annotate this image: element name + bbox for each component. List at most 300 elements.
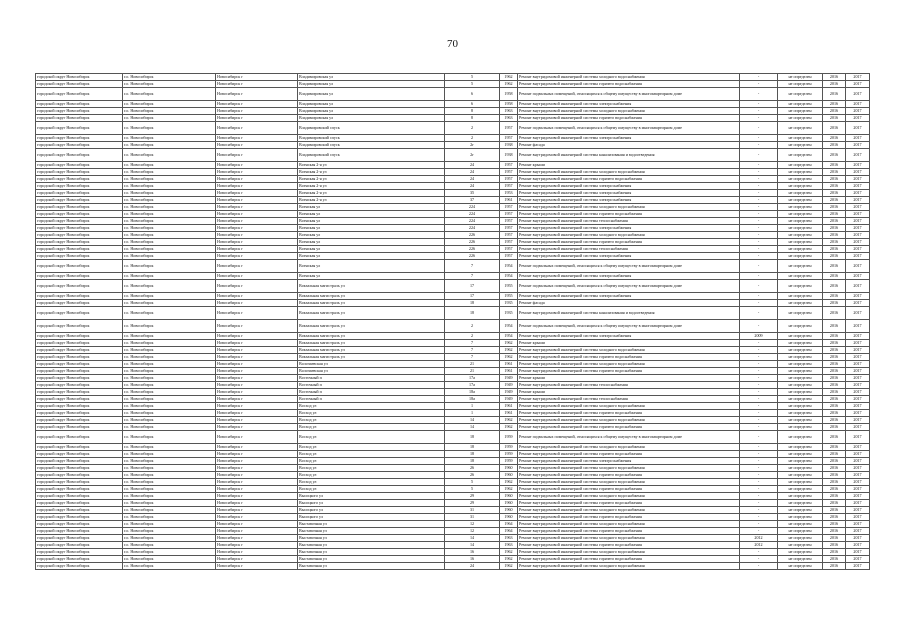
table-row bbox=[36, 176, 870, 183]
settlement-cell: Новосибирск г bbox=[216, 190, 298, 197]
house-number-cell: 8 bbox=[445, 108, 500, 115]
last-repair-year-cell: - bbox=[740, 396, 778, 403]
house-number-cell: 31 bbox=[445, 507, 500, 514]
start-year-cell: 2016 bbox=[823, 549, 846, 556]
work-type-cell: Ремонт внутридомовой инженерной системы горячего водоснабжения bbox=[518, 211, 740, 218]
cost-cell: не определен bbox=[778, 81, 823, 88]
street-cell: Восход ул bbox=[298, 479, 445, 486]
district-cell: г.о. Новосибирск bbox=[123, 273, 216, 280]
work-type-cell: Ремонт внутридомовой инженерной системы горячего водоснабжения bbox=[518, 514, 740, 521]
table-row bbox=[36, 260, 870, 273]
start-year-cell: 2016 bbox=[823, 458, 846, 465]
settlement-cell: Новосибирск г bbox=[216, 88, 298, 101]
work-type-cell: Ремонт внутридомовой инженерной системы горячего водоснабжения bbox=[518, 354, 740, 361]
district-cell: г.о. Новосибирск bbox=[123, 300, 216, 307]
settlement-cell: Новосибирск г bbox=[216, 354, 298, 361]
work-type-cell: Ремонт внутридомовой инженерной системы холодного водоснабжения bbox=[518, 169, 740, 176]
built-year-cell: 1964 bbox=[500, 521, 518, 528]
end-year-cell: 2017 bbox=[846, 340, 870, 347]
last-repair-year-cell: - bbox=[740, 500, 778, 507]
built-year-cell: 1935 bbox=[500, 300, 518, 307]
street-cell: Военская ул bbox=[298, 239, 445, 246]
street-cell: Выставочная ул bbox=[298, 556, 445, 563]
settlement-cell: Новосибирск г bbox=[216, 307, 298, 320]
settlement-cell: Новосибирск г bbox=[216, 382, 298, 389]
last-repair-year-cell: - bbox=[740, 246, 778, 253]
house-number-cell: 16 bbox=[445, 549, 500, 556]
last-repair-year-cell: - bbox=[740, 444, 778, 451]
end-year-cell: 2017 bbox=[846, 458, 870, 465]
settlement-cell: Новосибирск г bbox=[216, 563, 298, 570]
street-cell: Владимировская ул bbox=[298, 101, 445, 108]
street-cell: Владимировский спуск bbox=[298, 149, 445, 162]
last-repair-year-cell: - bbox=[740, 176, 778, 183]
district-cell: г.о. Новосибирск bbox=[123, 183, 216, 190]
work-type-cell: Ремонт внутридомовой инженерной системы холодного водоснабжения bbox=[518, 465, 740, 472]
street-cell: Восход ул bbox=[298, 458, 445, 465]
last-repair-year-cell: - bbox=[740, 197, 778, 204]
cost-cell: не определен bbox=[778, 176, 823, 183]
district-cell: г.о. Новосибирск bbox=[123, 211, 216, 218]
table-row bbox=[36, 368, 870, 375]
end-year-cell: 2017 bbox=[846, 246, 870, 253]
district-cell: г.о. Новосибирск bbox=[123, 135, 216, 142]
house-number-cell: 6 bbox=[445, 101, 500, 108]
settlement-cell: Новосибирск г bbox=[216, 183, 298, 190]
municipality-cell: городской округ Новосибирск bbox=[36, 542, 123, 549]
table-row bbox=[36, 81, 870, 88]
end-year-cell: 2017 bbox=[846, 507, 870, 514]
start-year-cell: 2016 bbox=[823, 396, 846, 403]
settlement-cell: Новосибирск г bbox=[216, 521, 298, 528]
cost-cell: не определен bbox=[778, 340, 823, 347]
work-type-cell: Ремонт внутридомовой инженерной системы горячего водоснабжения bbox=[518, 176, 740, 183]
last-repair-year-cell: - bbox=[740, 74, 778, 81]
cost-cell: не определен bbox=[778, 549, 823, 556]
built-year-cell: 1949 bbox=[500, 389, 518, 396]
end-year-cell: 2017 bbox=[846, 307, 870, 320]
last-repair-year-cell: - bbox=[740, 232, 778, 239]
house-number-cell: 7 bbox=[445, 340, 500, 347]
house-number-cell: 14 bbox=[445, 542, 500, 549]
municipality-cell: городской округ Новосибирск bbox=[36, 293, 123, 300]
last-repair-year-cell: - bbox=[740, 307, 778, 320]
last-repair-year-cell: - bbox=[740, 204, 778, 211]
start-year-cell: 2016 bbox=[823, 211, 846, 218]
house-number-cell: 35 bbox=[445, 190, 500, 197]
work-type-cell: Ремонт внутридомовой инженерной системы электроснабжения bbox=[518, 101, 740, 108]
cost-cell: не определен bbox=[778, 472, 823, 479]
cost-cell: не определен bbox=[778, 507, 823, 514]
house-number-cell: 7 bbox=[445, 260, 500, 273]
municipality-cell: городской округ Новосибирск bbox=[36, 403, 123, 410]
municipality-cell: городской округ Новосибирск bbox=[36, 232, 123, 239]
table-row bbox=[36, 417, 870, 424]
street-cell: Вокзальная магистраль ул bbox=[298, 307, 445, 320]
district-cell: г.о. Новосибирск bbox=[123, 514, 216, 521]
last-repair-year-cell: - bbox=[740, 486, 778, 493]
cost-cell: не определен bbox=[778, 280, 823, 293]
last-repair-year-cell: - bbox=[740, 368, 778, 375]
settlement-cell: Новосибирск г bbox=[216, 300, 298, 307]
district-cell: г.о. Новосибирск bbox=[123, 260, 216, 273]
house-number-cell: 224 bbox=[445, 204, 500, 211]
settlement-cell: Новосибирск г bbox=[216, 122, 298, 135]
district-cell: г.о. Новосибирск bbox=[123, 417, 216, 424]
end-year-cell: 2017 bbox=[846, 514, 870, 521]
last-repair-year-cell: - bbox=[740, 472, 778, 479]
table-row bbox=[36, 232, 870, 239]
municipality-cell: городской округ Новосибирск bbox=[36, 239, 123, 246]
work-type-cell: Ремонт внутридомовой инженерной системы горячего водоснабжения bbox=[518, 542, 740, 549]
cost-cell: не определен bbox=[778, 135, 823, 142]
settlement-cell: Новосибирск г bbox=[216, 458, 298, 465]
municipality-cell: городской округ Новосибирск bbox=[36, 280, 123, 293]
end-year-cell: 2017 bbox=[846, 122, 870, 135]
work-type-cell: Ремонт фасада bbox=[518, 300, 740, 307]
built-year-cell: 1960 bbox=[500, 465, 518, 472]
table-row bbox=[36, 493, 870, 500]
settlement-cell: Новосибирск г bbox=[216, 542, 298, 549]
municipality-cell: городской округ Новосибирск bbox=[36, 368, 123, 375]
district-cell: г.о. Новосибирск bbox=[123, 361, 216, 368]
municipality-cell: городской округ Новосибирск bbox=[36, 472, 123, 479]
cost-cell: не определен bbox=[778, 424, 823, 431]
start-year-cell: 2016 bbox=[823, 204, 846, 211]
end-year-cell: 2017 bbox=[846, 563, 870, 570]
end-year-cell: 2017 bbox=[846, 142, 870, 149]
last-repair-year-cell: - bbox=[740, 382, 778, 389]
cost-cell: не определен bbox=[778, 431, 823, 444]
cost-cell: не определен bbox=[778, 211, 823, 218]
start-year-cell: 2016 bbox=[823, 253, 846, 260]
municipality-cell: городской округ Новосибирск bbox=[36, 300, 123, 307]
table-row bbox=[36, 273, 870, 280]
district-cell: г.о. Новосибирск bbox=[123, 521, 216, 528]
start-year-cell: 2016 bbox=[823, 403, 846, 410]
end-year-cell: 2017 bbox=[846, 320, 870, 333]
end-year-cell: 2017 bbox=[846, 472, 870, 479]
start-year-cell: 2016 bbox=[823, 88, 846, 101]
cost-cell: не определен bbox=[778, 101, 823, 108]
street-cell: Выставочная ул bbox=[298, 535, 445, 542]
work-type-cell: Ремонт внутридомовой инженерной системы холодного водоснабжения bbox=[518, 74, 740, 81]
table-row bbox=[36, 197, 870, 204]
district-cell: г.о. Новосибирск bbox=[123, 451, 216, 458]
street-cell: Выставочная ул bbox=[298, 563, 445, 570]
last-repair-year-cell: - bbox=[740, 507, 778, 514]
work-type-cell: Ремонт внутридомовой инженерной системы теплоснабжения bbox=[518, 396, 740, 403]
work-type-cell: Ремонт крыши bbox=[518, 389, 740, 396]
house-number-cell: 226 bbox=[445, 253, 500, 260]
work-type-cell: Ремонт крыши bbox=[518, 375, 740, 382]
street-cell: Высоцкого ул bbox=[298, 507, 445, 514]
cost-cell: не определен bbox=[778, 162, 823, 169]
settlement-cell: Новосибирск г bbox=[216, 340, 298, 347]
built-year-cell: 1957 bbox=[500, 135, 518, 142]
start-year-cell: 2016 bbox=[823, 122, 846, 135]
settlement-cell: Новосибирск г bbox=[216, 431, 298, 444]
work-type-cell: Ремонт внутридомовой инженерной системы холодного водоснабжения bbox=[518, 204, 740, 211]
municipality-cell: городской округ Новосибирск bbox=[36, 260, 123, 273]
street-cell: Военская 2-я ул bbox=[298, 197, 445, 204]
cost-cell: не определен bbox=[778, 169, 823, 176]
end-year-cell: 2017 bbox=[846, 375, 870, 382]
house-number-cell: 18 bbox=[445, 444, 500, 451]
settlement-cell: Новосибирск г bbox=[216, 176, 298, 183]
house-number-cell: 226 bbox=[445, 232, 500, 239]
work-type-cell: Ремонт внутридомовой инженерной системы канализования и водоотведения bbox=[518, 149, 740, 162]
settlement-cell: Новосибирск г bbox=[216, 81, 298, 88]
street-cell: Военская ул bbox=[298, 246, 445, 253]
cost-cell: не определен bbox=[778, 389, 823, 396]
settlement-cell: Новосибирск г bbox=[216, 410, 298, 417]
built-year-cell: 1957 bbox=[500, 211, 518, 218]
cost-cell: не определен bbox=[778, 225, 823, 232]
table-row bbox=[36, 458, 870, 465]
table-row bbox=[36, 389, 870, 396]
district-cell: г.о. Новосибирск bbox=[123, 368, 216, 375]
house-number-cell: 7 bbox=[445, 347, 500, 354]
work-type-cell: Ремонт внутридомовой инженерной системы горячего водоснабжения bbox=[518, 451, 740, 458]
work-type-cell: Ремонт внутридомовой инженерной системы горячего водоснабжения bbox=[518, 486, 740, 493]
house-number-cell: 16 bbox=[445, 556, 500, 563]
built-year-cell: 1962 bbox=[500, 340, 518, 347]
start-year-cell: 2016 bbox=[823, 354, 846, 361]
street-cell: Владимировская ул bbox=[298, 88, 445, 101]
table-row bbox=[36, 410, 870, 417]
table-row bbox=[36, 307, 870, 320]
street-cell: Вокзальная магистраль ул bbox=[298, 354, 445, 361]
start-year-cell: 2016 bbox=[823, 528, 846, 535]
work-type-cell: Ремонт внутридомовой инженерной системы электроснабжения bbox=[518, 225, 740, 232]
house-number-cell: 8 bbox=[445, 115, 500, 122]
built-year-cell: 1938 bbox=[500, 142, 518, 149]
start-year-cell: 2016 bbox=[823, 176, 846, 183]
last-repair-year-cell: - bbox=[740, 239, 778, 246]
cost-cell: не определен bbox=[778, 197, 823, 204]
built-year-cell: 1957 bbox=[500, 176, 518, 183]
cost-cell: не определен bbox=[778, 190, 823, 197]
end-year-cell: 2017 bbox=[846, 431, 870, 444]
built-year-cell: 1963 bbox=[500, 108, 518, 115]
table-row bbox=[36, 88, 870, 101]
house-number-cell: 5 bbox=[445, 81, 500, 88]
work-type-cell: Ремонт внутридомовой инженерной системы горячего водоснабжения bbox=[518, 115, 740, 122]
street-cell: Волочаевская ул bbox=[298, 368, 445, 375]
table-row bbox=[36, 354, 870, 361]
street-cell: Владимировский спуск bbox=[298, 135, 445, 142]
last-repair-year-cell: - bbox=[740, 361, 778, 368]
settlement-cell: Новосибирск г bbox=[216, 514, 298, 521]
settlement-cell: Новосибирск г bbox=[216, 197, 298, 204]
cost-cell: не определен bbox=[778, 500, 823, 507]
end-year-cell: 2017 bbox=[846, 149, 870, 162]
municipality-cell: городской округ Новосибирск bbox=[36, 417, 123, 424]
house-number-cell: 1 bbox=[445, 410, 500, 417]
start-year-cell: 2016 bbox=[823, 431, 846, 444]
built-year-cell: 1964 bbox=[500, 528, 518, 535]
street-cell: Восход ул bbox=[298, 472, 445, 479]
street-cell: Военская ул bbox=[298, 218, 445, 225]
settlement-cell: Новосибирск г bbox=[216, 108, 298, 115]
end-year-cell: 2017 bbox=[846, 88, 870, 101]
table-row bbox=[36, 563, 870, 570]
end-year-cell: 2017 bbox=[846, 176, 870, 183]
street-cell: Владимировская ул bbox=[298, 115, 445, 122]
start-year-cell: 2016 bbox=[823, 333, 846, 340]
table-row bbox=[36, 500, 870, 507]
municipality-cell: городской округ Новосибирск bbox=[36, 514, 123, 521]
district-cell: г.о. Новосибирск bbox=[123, 176, 216, 183]
last-repair-year-cell: - bbox=[740, 347, 778, 354]
district-cell: г.о. Новосибирск bbox=[123, 162, 216, 169]
start-year-cell: 2016 bbox=[823, 197, 846, 204]
work-type-cell: Ремонт внутридомовой инженерной системы горячего водоснабжения bbox=[518, 556, 740, 563]
start-year-cell: 2016 bbox=[823, 417, 846, 424]
district-cell: г.о. Новосибирск bbox=[123, 218, 216, 225]
municipality-cell: городской округ Новосибирск bbox=[36, 493, 123, 500]
settlement-cell: Новосибирск г bbox=[216, 333, 298, 340]
municipality-cell: городской округ Новосибирск bbox=[36, 88, 123, 101]
end-year-cell: 2017 bbox=[846, 521, 870, 528]
start-year-cell: 2016 bbox=[823, 375, 846, 382]
last-repair-year-cell: - bbox=[740, 563, 778, 570]
last-repair-year-cell: - bbox=[740, 225, 778, 232]
cost-cell: не определен bbox=[778, 204, 823, 211]
street-cell: Выставочная ул bbox=[298, 549, 445, 556]
work-type-cell: Ремонт внутридомовой инженерной системы холодного водоснабжения bbox=[518, 444, 740, 451]
street-cell: Вокзальная магистраль ул bbox=[298, 320, 445, 333]
cost-cell: не определен bbox=[778, 493, 823, 500]
district-cell: г.о. Новосибирск bbox=[123, 472, 216, 479]
start-year-cell: 2016 bbox=[823, 232, 846, 239]
cost-cell: не определен bbox=[778, 382, 823, 389]
street-cell: Восход ул bbox=[298, 403, 445, 410]
cost-cell: не определен bbox=[778, 260, 823, 273]
house-number-cell: 5 bbox=[445, 486, 500, 493]
start-year-cell: 2016 bbox=[823, 135, 846, 142]
house-number-cell: 224 bbox=[445, 225, 500, 232]
work-type-cell: Ремонт внутридомовой инженерной системы холодного водоснабжения bbox=[518, 361, 740, 368]
end-year-cell: 2017 bbox=[846, 535, 870, 542]
municipality-cell: городской округ Новосибирск bbox=[36, 389, 123, 396]
street-cell: Военская 2-я ул bbox=[298, 190, 445, 197]
last-repair-year-cell: - bbox=[740, 431, 778, 444]
house-number-cell: 29 bbox=[445, 493, 500, 500]
last-repair-year-cell: - bbox=[740, 403, 778, 410]
settlement-cell: Новосибирск г bbox=[216, 556, 298, 563]
cost-cell: не определен bbox=[778, 444, 823, 451]
table-row bbox=[36, 542, 870, 549]
house-number-cell: 14 bbox=[445, 535, 500, 542]
work-type-cell: Ремонт внутридомовой инженерной системы горячего водоснабжения bbox=[518, 528, 740, 535]
cost-cell: не определен bbox=[778, 232, 823, 239]
start-year-cell: 2016 bbox=[823, 479, 846, 486]
start-year-cell: 2016 bbox=[823, 320, 846, 333]
district-cell: г.о. Новосибирск bbox=[123, 403, 216, 410]
municipality-cell: городской округ Новосибирск bbox=[36, 115, 123, 122]
end-year-cell: 2017 bbox=[846, 368, 870, 375]
street-cell: Восточный п bbox=[298, 389, 445, 396]
built-year-cell: 1957 bbox=[500, 204, 518, 211]
last-repair-year-cell: - bbox=[740, 493, 778, 500]
table-row bbox=[36, 431, 870, 444]
built-year-cell: 1960 bbox=[500, 472, 518, 479]
table-row bbox=[36, 142, 870, 149]
district-cell: г.о. Новосибирск bbox=[123, 354, 216, 361]
built-year-cell: 1957 bbox=[500, 253, 518, 260]
district-cell: г.о. Новосибирск bbox=[123, 232, 216, 239]
last-repair-year-cell: - bbox=[740, 556, 778, 563]
built-year-cell: 1960 bbox=[500, 507, 518, 514]
last-repair-year-cell: - bbox=[740, 218, 778, 225]
last-repair-year-cell: - bbox=[740, 417, 778, 424]
start-year-cell: 2016 bbox=[823, 162, 846, 169]
cost-cell: не определен bbox=[778, 451, 823, 458]
start-year-cell: 2016 bbox=[823, 225, 846, 232]
house-number-cell: 24 bbox=[445, 162, 500, 169]
work-type-cell: Ремонт внутридомовой инженерной системы холодного водоснабжения bbox=[518, 108, 740, 115]
table-row bbox=[36, 333, 870, 340]
district-cell: г.о. Новосибирск bbox=[123, 197, 216, 204]
municipality-cell: городской округ Новосибирск bbox=[36, 458, 123, 465]
cost-cell: не определен bbox=[778, 115, 823, 122]
work-type-cell: Ремонт внутридомовой инженерной системы электроснабжения bbox=[518, 197, 740, 204]
end-year-cell: 2017 bbox=[846, 354, 870, 361]
street-cell: Восход ул bbox=[298, 431, 445, 444]
built-year-cell: 1949 bbox=[500, 396, 518, 403]
start-year-cell: 2016 bbox=[823, 115, 846, 122]
settlement-cell: Новосибирск г bbox=[216, 320, 298, 333]
settlement-cell: Новосибирск г bbox=[216, 135, 298, 142]
table-row bbox=[36, 361, 870, 368]
last-repair-year-cell: - bbox=[740, 260, 778, 273]
last-repair-year-cell: 2012 bbox=[740, 535, 778, 542]
district-cell: г.о. Новосибирск bbox=[123, 74, 216, 81]
street-cell: Военская 2-я ул bbox=[298, 176, 445, 183]
end-year-cell: 2017 bbox=[846, 190, 870, 197]
cost-cell: не определен bbox=[778, 253, 823, 260]
house-number-cell: 26 bbox=[445, 465, 500, 472]
work-type-cell: Ремонт внутридомовой инженерной системы горячего водоснабжения bbox=[518, 424, 740, 431]
street-cell: Военская ул bbox=[298, 253, 445, 260]
start-year-cell: 2016 bbox=[823, 293, 846, 300]
end-year-cell: 2017 bbox=[846, 382, 870, 389]
start-year-cell: 2016 bbox=[823, 246, 846, 253]
work-type-cell: Ремонт внутридомовой инженерной системы теплоснабжения bbox=[518, 382, 740, 389]
street-cell: Военская 2-я ул bbox=[298, 162, 445, 169]
settlement-cell: Новосибирск г bbox=[216, 162, 298, 169]
table-row bbox=[36, 211, 870, 218]
start-year-cell: 2016 bbox=[823, 101, 846, 108]
last-repair-year-cell: - bbox=[740, 410, 778, 417]
house-number-cell: 226 bbox=[445, 246, 500, 253]
built-year-cell: 1960 bbox=[500, 500, 518, 507]
last-repair-year-cell: - bbox=[740, 549, 778, 556]
built-year-cell: 1958 bbox=[500, 88, 518, 101]
district-cell: г.о. Новосибирск bbox=[123, 142, 216, 149]
street-cell: Восход ул bbox=[298, 417, 445, 424]
work-type-cell: Ремонт подвальных помещений, относящихся к общему имуществу в многоквартирном доме bbox=[518, 88, 740, 101]
district-cell: г.о. Новосибирск bbox=[123, 88, 216, 101]
last-repair-year-cell: - bbox=[740, 354, 778, 361]
page-number: 70 bbox=[447, 38, 458, 50]
house-number-cell: 5 bbox=[445, 479, 500, 486]
district-cell: г.о. Новосибирск bbox=[123, 333, 216, 340]
built-year-cell: 1962 bbox=[500, 424, 518, 431]
district-cell: г.о. Новосибирск bbox=[123, 340, 216, 347]
